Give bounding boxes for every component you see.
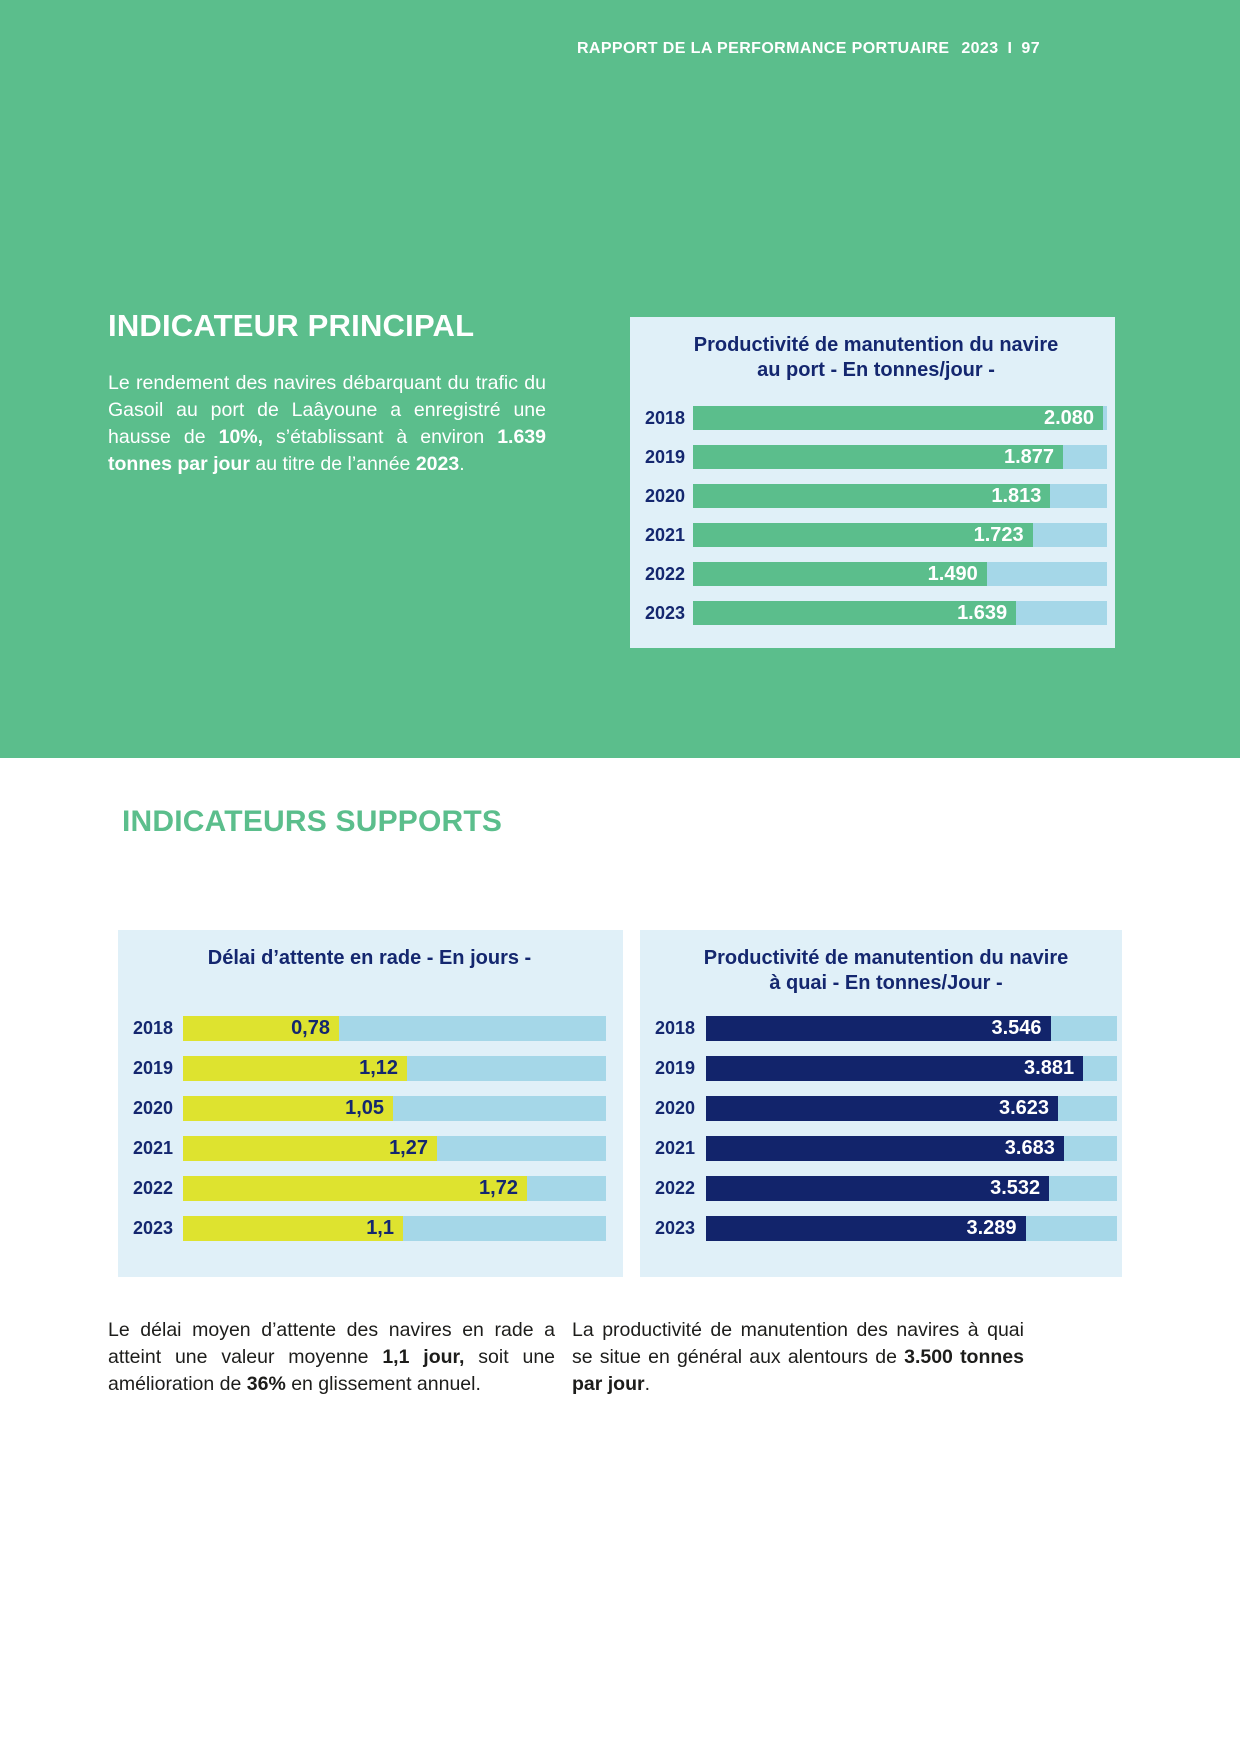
bar-value-label: 2.080 <box>1044 406 1095 429</box>
chart-title-line2: à quai - En tonnes/Jour - <box>769 972 1003 994</box>
bar-2020 <box>693 484 1050 508</box>
bar-track <box>706 1176 1117 1201</box>
bar-value-label: 1,05 <box>345 1097 385 1119</box>
year-label: 2019 <box>655 1058 696 1078</box>
page-header <box>577 40 1040 58</box>
year-label: 2021 <box>133 1138 174 1158</box>
chart-title-line2: au port - En tonnes/jour - <box>757 359 995 381</box>
bar-2022 <box>183 1176 527 1201</box>
bar-2023 <box>693 601 1016 625</box>
chart-title-line1: Productivité de manutention du navire <box>703 947 1069 969</box>
chart-row <box>655 1016 1117 1041</box>
year-label: 2018 <box>645 407 686 428</box>
header-separator: I <box>1007 40 1013 57</box>
main-indicator-heading: INDICATEUR PRINCIPAL <box>108 308 475 343</box>
bar-track <box>693 562 1107 586</box>
year-label: 2023 <box>655 1218 696 1238</box>
bar-track <box>183 1056 606 1081</box>
bar-2021 <box>706 1136 1064 1161</box>
bar-value-label: 3.546 <box>991 1017 1042 1039</box>
bar-track <box>183 1096 606 1121</box>
bar-track <box>706 1056 1117 1081</box>
year-label: 2018 <box>133 1018 174 1038</box>
bar-value-label: 1.490 <box>927 562 978 585</box>
bar-2019 <box>706 1056 1083 1081</box>
chart-row <box>655 1096 1117 1121</box>
year-label: 2020 <box>133 1098 174 1118</box>
header-year: 2023 <box>961 40 999 57</box>
chart-row <box>655 1176 1117 1201</box>
chart-row <box>655 1136 1117 1161</box>
chart-row <box>133 1096 606 1121</box>
bar-2018 <box>183 1016 339 1041</box>
year-label: 2023 <box>133 1218 174 1238</box>
chart-row <box>133 1176 606 1201</box>
year-label: 2020 <box>645 485 686 506</box>
main-indicator-paragraph: Le rendement des navires débarquant du trafic du Gasoil au port de Laâyoune a enregistré une hausse de 10%, s’établissant à environ 1.639 tonnes par jour au titre de l’année 2023. <box>108 372 547 475</box>
chart-row <box>133 1016 606 1041</box>
bar-track <box>706 1096 1117 1121</box>
bar-value-label: 3.532 <box>990 1177 1041 1199</box>
chart-productivite-quai <box>640 930 1122 1277</box>
chart-row <box>645 484 1107 508</box>
chart-row <box>133 1216 606 1241</box>
bar-track <box>706 1216 1117 1241</box>
chart-row <box>655 1216 1117 1241</box>
bar-2019 <box>693 445 1063 469</box>
bar-track <box>706 1016 1117 1041</box>
bar-track <box>706 1136 1117 1161</box>
chart-row <box>645 601 1107 625</box>
bar-value-label: 1,72 <box>479 1177 518 1199</box>
supports-heading: INDICATEURS SUPPORTS <box>122 805 503 838</box>
bar-track <box>693 484 1107 508</box>
chart-rows <box>645 406 1107 625</box>
chart-row <box>645 562 1107 586</box>
page-number: 97 <box>1021 40 1040 57</box>
chart-row <box>655 1056 1117 1081</box>
chart-title-line1: Productivité de manutention du navire <box>693 334 1059 356</box>
chart-title-line1: Délai d’attente en rade - En jours - <box>207 947 532 969</box>
bar-track <box>183 1216 606 1241</box>
productivite-quai-paragraph: La productivité de manutention des navires à quai se situe en général aux alentours de 3.500 tonnes par jour. <box>572 1319 1024 1395</box>
green-hero-section <box>0 0 1240 758</box>
bar-value-label: 1,27 <box>389 1137 428 1159</box>
bar-2020 <box>706 1096 1058 1121</box>
chart-productivite-port <box>630 317 1115 648</box>
delai-attente-paragraph: Le délai moyen d’attente des navires en rade a atteint une valeur moyenne 1,1 jour, soit une amélioration de 36% en glissement annuel. <box>108 1319 556 1395</box>
bar-value-label: 3.289 <box>966 1217 1017 1239</box>
bar-track <box>693 523 1107 547</box>
bar-value-label: 3.623 <box>998 1097 1050 1119</box>
year-label: 2023 <box>645 602 686 623</box>
chart-delai-attente <box>118 930 623 1277</box>
chart-row <box>133 1136 606 1161</box>
bar-value-label: 1,12 <box>359 1057 399 1079</box>
bar-value-label: 1.813 <box>991 484 1042 507</box>
year-label: 2019 <box>133 1058 174 1078</box>
bar-2018 <box>693 406 1103 430</box>
bar-2023 <box>706 1216 1026 1241</box>
year-label: 2018 <box>655 1018 696 1038</box>
year-label: 2022 <box>655 1178 696 1198</box>
bar-2022 <box>693 562 987 586</box>
year-label: 2020 <box>655 1098 696 1118</box>
chart-row <box>645 445 1107 469</box>
chart-title <box>655 930 1117 996</box>
bar-track <box>183 1016 606 1041</box>
bar-2018 <box>706 1016 1051 1041</box>
year-label: 2021 <box>655 1138 696 1158</box>
bar-2021 <box>693 523 1033 547</box>
year-label: 2019 <box>645 446 686 467</box>
bar-2022 <box>706 1176 1049 1201</box>
bar-value-label: 3.881 <box>1024 1057 1075 1079</box>
bar-track <box>183 1136 606 1161</box>
bar-value-label: 0,78 <box>291 1017 330 1039</box>
chart-row <box>645 406 1107 430</box>
bar-2021 <box>183 1136 437 1161</box>
bar-track <box>693 406 1107 430</box>
bar-2019 <box>183 1056 407 1081</box>
bar-value-label: 1.877 <box>1003 445 1055 468</box>
chart-title <box>645 317 1107 383</box>
chart-row <box>133 1056 606 1081</box>
year-label: 2021 <box>645 524 686 545</box>
chart-rows <box>655 1016 1117 1241</box>
chart-rows <box>133 1016 606 1241</box>
year-label: 2022 <box>133 1178 174 1198</box>
bar-track <box>183 1176 606 1201</box>
bar-value-label: 1.639 <box>957 601 1008 624</box>
bar-value-label: 1.723 <box>973 523 1024 546</box>
bar-value-label: 1,1 <box>366 1217 394 1239</box>
chart-row <box>645 523 1107 547</box>
bar-track <box>693 601 1107 625</box>
year-label: 2022 <box>645 563 686 584</box>
header-title: RAPPORT DE LA PERFORMANCE PORTUAIRE <box>576 40 950 57</box>
bar-track <box>693 445 1107 469</box>
chart-title <box>133 930 606 971</box>
bar-2020 <box>183 1096 393 1121</box>
bar-2023 <box>183 1216 403 1241</box>
bar-value-label: 3.683 <box>1004 1137 1055 1159</box>
